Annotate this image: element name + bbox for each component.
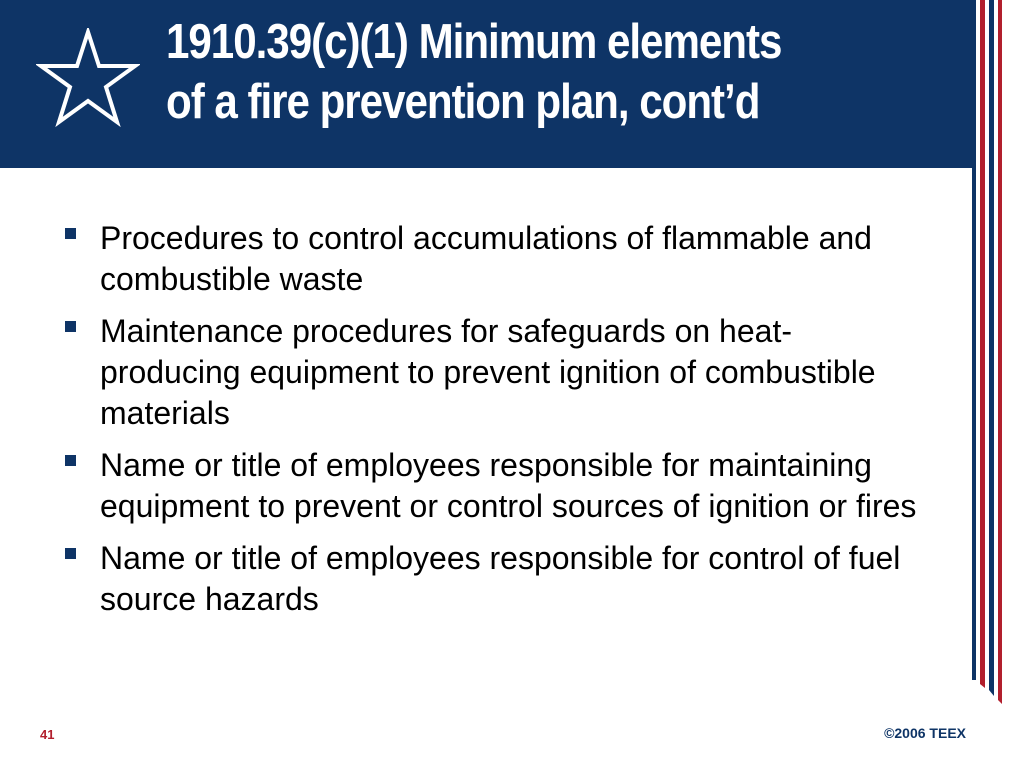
flag-stripes-decoration: [972, 0, 1024, 768]
bullet-text: Name or title of employees responsible for control of fuel source hazards: [100, 540, 901, 617]
slide-title: [166, 12, 854, 132]
bullet-list: [62, 218, 922, 631]
square-bullet-icon: [65, 321, 76, 332]
square-bullet-icon: [65, 228, 76, 239]
copyright-notice: ©2006 TEEX: [884, 725, 966, 741]
bullet-item: [62, 445, 922, 527]
bullet-text: Maintenance procedures for safeguards on heat-producing equipment to prevent ignition of combustible materials: [100, 313, 876, 431]
square-bullet-icon: [65, 548, 76, 559]
star-outline-icon: [36, 28, 140, 128]
bullet-item: [62, 311, 922, 434]
bullet-text: Name or title of employees responsible for maintaining equipment to prevent or control sources of ignition or fires: [100, 447, 917, 524]
bullet-item: [62, 218, 922, 300]
square-bullet-icon: [65, 455, 76, 466]
title-banner: [0, 0, 972, 168]
page-number: 41: [40, 727, 55, 742]
title-line-1: 1910.39(c)(1) Minimum elements: [166, 15, 782, 69]
bullet-item: [62, 538, 922, 620]
bullet-text: Procedures to control accumulations of flammable and combustible waste: [100, 220, 872, 297]
title-line-2: of a fire prevention plan, cont’d: [166, 75, 760, 129]
